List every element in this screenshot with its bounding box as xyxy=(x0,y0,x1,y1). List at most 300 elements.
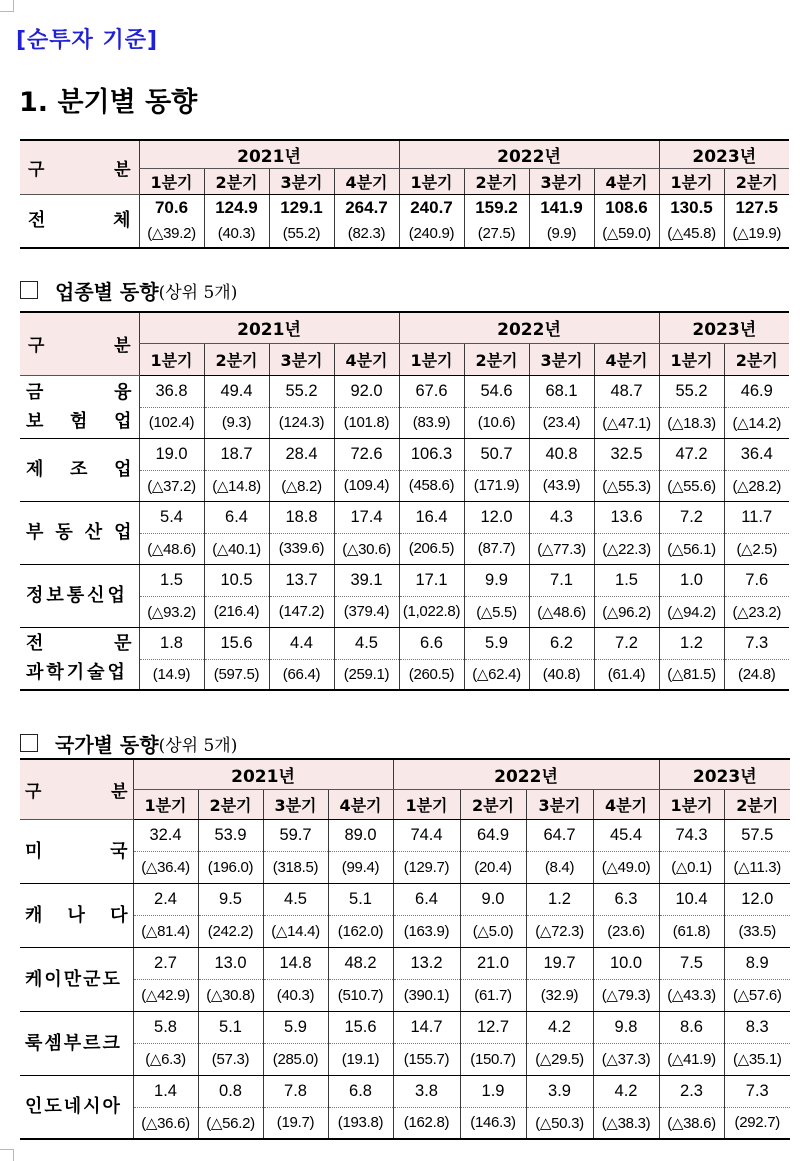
value-cell xyxy=(724,819,790,851)
change: (40.3) xyxy=(276,986,315,1004)
year-header: 2023년 xyxy=(659,759,790,789)
change-cell xyxy=(659,596,724,627)
change-cell xyxy=(133,979,198,1011)
value-cell xyxy=(724,375,789,407)
value-cell xyxy=(133,819,198,851)
table-header xyxy=(20,312,789,375)
value-row xyxy=(20,819,790,851)
table-body xyxy=(20,194,789,248)
change-wrap xyxy=(660,414,724,432)
change-cell xyxy=(393,915,460,947)
value-wrap xyxy=(264,1018,328,1037)
change-wrap xyxy=(264,987,328,1004)
value-cell xyxy=(724,1011,790,1043)
header-label-cell xyxy=(20,140,139,194)
value-cell xyxy=(334,627,399,659)
value-wrap xyxy=(394,1082,460,1101)
change-cell xyxy=(659,659,724,690)
value-row xyxy=(20,1075,790,1107)
value: 8.3 xyxy=(745,1017,769,1036)
change-wrap xyxy=(400,666,464,683)
value-wrap xyxy=(465,571,529,590)
quarter-header: 2분기 xyxy=(724,789,790,819)
change: (△22.3) xyxy=(602,540,651,558)
change-cell xyxy=(659,1043,724,1075)
value-cell xyxy=(593,819,659,851)
row-label-line: 전 체 xyxy=(28,210,131,232)
value-wrap xyxy=(199,890,263,909)
header-label-cell xyxy=(20,312,139,375)
change-cell xyxy=(198,915,263,947)
value-wrap xyxy=(270,508,334,527)
change-wrap xyxy=(527,1114,593,1132)
change-cell xyxy=(399,533,464,564)
value-cell xyxy=(724,501,789,533)
value-wrap xyxy=(205,634,269,653)
change-cell xyxy=(263,851,328,883)
change: (259.1) xyxy=(343,665,390,683)
row-label-line: 캐 나 다 xyxy=(25,904,128,926)
change-wrap xyxy=(725,666,790,683)
value: 14.7 xyxy=(410,1017,443,1036)
change-cell xyxy=(334,596,399,627)
data-cell xyxy=(204,194,269,248)
value: 5.8 xyxy=(154,1017,177,1036)
value-wrap xyxy=(660,571,724,590)
value: 68.1 xyxy=(545,381,578,400)
row-label-line: 정보통신업 xyxy=(26,585,128,606)
value-wrap xyxy=(461,826,526,845)
value: 9.0 xyxy=(481,889,505,908)
change: (9.3) xyxy=(221,414,252,431)
change: (△59.0) xyxy=(602,225,651,243)
change-wrap xyxy=(725,986,791,1004)
value-cell xyxy=(393,883,460,915)
value-wrap xyxy=(527,826,593,845)
value-cell xyxy=(399,627,464,659)
value-cell xyxy=(724,1075,790,1107)
value: 141.9 xyxy=(540,198,583,218)
change-wrap xyxy=(394,923,460,940)
header-label: 구 분 xyxy=(25,781,128,802)
value: 67.6 xyxy=(415,381,448,400)
value-row xyxy=(20,375,789,407)
change-cell xyxy=(204,596,269,627)
value-cell xyxy=(198,947,263,979)
value-cell xyxy=(204,627,269,659)
value: 7.8 xyxy=(284,1081,307,1100)
change-wrap xyxy=(199,1051,263,1068)
change: (△14.4) xyxy=(271,923,320,940)
year-header-row xyxy=(20,759,790,789)
change: (19.1) xyxy=(341,1050,380,1068)
value-wrap xyxy=(527,1082,593,1101)
change: (△81.5) xyxy=(667,666,716,684)
data-cell xyxy=(724,194,789,248)
change-cell xyxy=(263,1043,328,1075)
data-cell xyxy=(139,194,204,248)
value-wrap xyxy=(134,826,198,845)
value: 159.2 xyxy=(475,198,518,218)
value-wrap xyxy=(725,508,790,527)
value: 124.9 xyxy=(215,198,258,218)
change-cell xyxy=(393,1107,460,1139)
change-cell xyxy=(659,407,724,438)
year-header: 2022년 xyxy=(393,759,659,789)
change-wrap xyxy=(270,666,334,683)
value-cell xyxy=(263,1011,328,1043)
value-cell xyxy=(204,438,269,470)
country-section-title xyxy=(20,730,237,756)
change-wrap xyxy=(527,987,593,1004)
value: 53.9 xyxy=(214,825,247,844)
table-body xyxy=(20,819,790,1139)
value-cell xyxy=(594,564,659,596)
change-wrap xyxy=(140,666,204,683)
change-wrap xyxy=(199,1114,263,1132)
change: (△8.2) xyxy=(281,477,322,495)
value: 264.7 xyxy=(345,198,388,218)
value: 127.5 xyxy=(735,198,779,218)
value: 19.7 xyxy=(543,953,576,972)
quarter-header: 4분기 xyxy=(594,343,659,375)
value-wrap xyxy=(329,954,393,973)
change-wrap xyxy=(335,414,399,431)
industry-note: (상위 5개) xyxy=(158,282,238,303)
change: (△77.3) xyxy=(537,540,586,558)
value-wrap xyxy=(465,634,529,653)
value-wrap xyxy=(205,508,269,527)
change-cell xyxy=(529,470,594,501)
value-cell xyxy=(464,627,529,659)
value-wrap xyxy=(140,634,204,653)
change-wrap xyxy=(594,1114,659,1132)
change-wrap xyxy=(400,414,464,431)
value-wrap xyxy=(725,826,791,845)
change: (147.2) xyxy=(278,603,325,620)
quarter-header: 2분기 xyxy=(724,343,789,375)
change: (23.6) xyxy=(607,922,645,940)
change-cell xyxy=(204,659,269,690)
change: (20.4) xyxy=(474,858,512,876)
value-row xyxy=(20,947,790,979)
change-cell xyxy=(464,470,529,501)
table-body xyxy=(20,375,789,690)
value-wrap xyxy=(199,954,263,973)
change-cell xyxy=(593,1043,659,1075)
quarter-header: 2분기 xyxy=(198,789,263,819)
value: 4.5 xyxy=(355,633,378,652)
change-wrap xyxy=(199,859,263,876)
quarter-header: 4분기 xyxy=(593,789,659,819)
change-wrap xyxy=(527,1050,593,1068)
value: 9.9 xyxy=(485,570,508,589)
value-wrap xyxy=(725,1018,791,1037)
row-label-line: 제 조 업 xyxy=(26,459,132,480)
value-cell xyxy=(269,564,334,596)
value-cell xyxy=(526,883,593,915)
change: (379.4) xyxy=(343,603,390,620)
change-cell xyxy=(399,470,464,501)
value-wrap xyxy=(660,1082,724,1101)
change-cell xyxy=(659,915,724,947)
change-cell xyxy=(133,915,198,947)
value-wrap xyxy=(725,445,790,464)
value-wrap xyxy=(725,382,790,401)
row-label-cell xyxy=(20,627,139,690)
row-label-line: 룩셈부르크 xyxy=(25,1032,122,1054)
quarter-header: 1분기 xyxy=(139,343,204,375)
change-wrap xyxy=(394,1051,460,1068)
quarter-header: 1분기 xyxy=(399,168,464,194)
change: (27.5) xyxy=(477,224,516,242)
change: (△28.2) xyxy=(732,477,782,495)
value: 36.8 xyxy=(155,381,188,400)
value-cell xyxy=(593,1011,659,1043)
value-wrap xyxy=(465,445,529,464)
change-cell xyxy=(328,979,393,1011)
change-wrap xyxy=(140,477,204,495)
value-cell xyxy=(133,883,198,915)
change: (32.9) xyxy=(540,986,579,1004)
change-cell xyxy=(460,1043,526,1075)
value-wrap xyxy=(594,826,659,845)
value-cell xyxy=(263,819,328,851)
year-header-row xyxy=(20,140,789,168)
value-wrap xyxy=(660,445,724,464)
value: 1.2 xyxy=(548,889,571,908)
change-cell xyxy=(133,1107,198,1139)
value-cell xyxy=(659,627,724,659)
change-cell xyxy=(139,596,204,627)
basis-tag: [순투자 기준] xyxy=(16,28,159,53)
value-cell xyxy=(529,438,594,470)
change-wrap xyxy=(660,540,724,558)
value-wrap xyxy=(594,1018,659,1037)
change-wrap xyxy=(329,1114,393,1131)
change-cell xyxy=(464,533,529,564)
change-cell xyxy=(724,533,789,564)
value-wrap xyxy=(660,954,724,973)
header-label: 구 분 xyxy=(28,336,131,357)
value-wrap xyxy=(335,634,399,653)
change-wrap xyxy=(595,603,659,621)
change-wrap xyxy=(335,540,399,558)
change-cell xyxy=(724,1043,790,1075)
change-cell xyxy=(204,533,269,564)
value-cell xyxy=(393,819,460,851)
change: (9.9) xyxy=(546,224,577,242)
value-cell xyxy=(139,627,204,659)
value-cell xyxy=(460,947,526,979)
value-cell xyxy=(269,375,334,407)
value: 6.4 xyxy=(225,507,248,526)
value-line xyxy=(140,196,204,221)
value-row xyxy=(20,883,790,915)
value-cell xyxy=(263,1075,328,1107)
value-wrap xyxy=(400,571,464,590)
crop-mark-top-left xyxy=(0,0,14,12)
change-wrap xyxy=(461,1114,526,1131)
change-cell xyxy=(328,851,393,883)
table-row xyxy=(20,194,789,248)
change-cell xyxy=(139,533,204,564)
value-wrap xyxy=(530,508,594,527)
value-cell xyxy=(526,947,593,979)
change: (33.5) xyxy=(738,922,776,940)
change-cell xyxy=(724,470,789,501)
value-row xyxy=(20,501,789,533)
value: 8.6 xyxy=(680,1017,703,1036)
change-wrap xyxy=(660,986,724,1004)
change: (87.7) xyxy=(477,540,516,557)
value-wrap xyxy=(725,571,790,590)
value-wrap xyxy=(394,890,460,909)
quarter-header: 4분기 xyxy=(334,343,399,375)
quarter-header: 2분기 xyxy=(724,168,789,194)
quarter-header: 1분기 xyxy=(393,789,460,819)
value-line xyxy=(530,196,594,221)
change-line xyxy=(140,221,204,246)
value-cell xyxy=(659,501,724,533)
value-wrap xyxy=(140,382,204,401)
change: (△49.0) xyxy=(601,859,651,876)
industry-section-title xyxy=(20,277,237,303)
value-wrap xyxy=(264,826,328,845)
value: 74.3 xyxy=(675,825,708,844)
value-wrap xyxy=(530,571,594,590)
value: 7.1 xyxy=(550,570,573,589)
change-wrap xyxy=(335,603,399,620)
change: (△5.0) xyxy=(472,923,514,940)
change: (△14.2) xyxy=(732,414,782,432)
value-cell xyxy=(328,1075,393,1107)
value-cell xyxy=(263,947,328,979)
country-table xyxy=(20,758,790,1140)
change-cell xyxy=(526,1043,593,1075)
value-cell xyxy=(526,819,593,851)
change: (66.4) xyxy=(282,665,321,683)
change-wrap xyxy=(264,859,328,876)
change-wrap xyxy=(134,1050,198,1068)
change-cell xyxy=(328,915,393,947)
change-wrap xyxy=(725,858,791,876)
value-cell xyxy=(393,1011,460,1043)
change-cell xyxy=(659,470,724,501)
value-cell xyxy=(659,1075,724,1107)
value-wrap xyxy=(530,445,594,464)
value-wrap xyxy=(725,890,791,909)
change-wrap xyxy=(134,986,198,1004)
value: 4.2 xyxy=(614,1081,638,1100)
change: (△39.2) xyxy=(147,225,196,243)
change: (23.4) xyxy=(542,414,581,431)
row-label-line: 금 융 xyxy=(26,381,132,403)
value: 28.4 xyxy=(285,444,318,463)
value-line xyxy=(660,196,724,221)
change: (△55.6) xyxy=(667,477,716,495)
value-wrap xyxy=(461,1082,526,1101)
change: (390.1) xyxy=(403,986,450,1004)
value-cell xyxy=(659,438,724,470)
change: (55.2) xyxy=(282,224,321,242)
change-row xyxy=(20,1107,790,1139)
value-wrap xyxy=(205,382,269,401)
value-row xyxy=(20,627,789,659)
change: (102.4) xyxy=(148,414,195,431)
value-cell xyxy=(529,564,594,596)
data-cell xyxy=(659,194,724,248)
value: 45.4 xyxy=(609,825,643,844)
value-wrap xyxy=(660,382,724,401)
value: 8.9 xyxy=(745,953,769,972)
change-cell xyxy=(464,407,529,438)
change-wrap xyxy=(461,1051,526,1068)
value-cell xyxy=(464,438,529,470)
change-row xyxy=(20,979,790,1011)
value-cell xyxy=(139,375,204,407)
year-header: 2022년 xyxy=(399,140,659,168)
value: 10.5 xyxy=(220,570,253,589)
value-wrap xyxy=(134,890,198,909)
change-cell xyxy=(393,1043,460,1075)
year-header: 2022년 xyxy=(399,312,659,343)
value: 6.6 xyxy=(420,633,443,652)
quarter-header: 2분기 xyxy=(460,789,526,819)
value-cell xyxy=(464,375,529,407)
change-cell xyxy=(464,659,529,690)
value: 5.1 xyxy=(219,1017,242,1036)
change-wrap xyxy=(270,540,334,557)
value-cell xyxy=(659,1011,724,1043)
change-cell xyxy=(139,470,204,501)
change: (△93.2) xyxy=(147,603,196,621)
change: (△38.3) xyxy=(601,1114,651,1132)
change: (318.5) xyxy=(272,858,319,876)
square-bullet-icon xyxy=(20,281,38,299)
change: (162.0) xyxy=(337,922,384,940)
change-row xyxy=(20,851,790,883)
value-cell xyxy=(198,883,263,915)
value: 55.2 xyxy=(675,381,708,400)
value-cell xyxy=(198,1011,263,1043)
change: (24.8) xyxy=(738,665,776,683)
row-label-cell xyxy=(20,819,133,883)
value-wrap xyxy=(270,634,334,653)
change-cell xyxy=(393,979,460,1011)
change-wrap xyxy=(527,922,593,940)
value-cell xyxy=(724,564,789,596)
change-wrap xyxy=(199,923,263,940)
change-cell xyxy=(593,915,659,947)
change: (61.4) xyxy=(607,665,646,683)
change-wrap xyxy=(725,923,791,940)
change-line xyxy=(205,221,269,246)
change-cell xyxy=(334,659,399,690)
change-wrap xyxy=(264,922,328,940)
change: (△48.6) xyxy=(537,603,586,621)
change: (57.3) xyxy=(211,1050,250,1068)
change: (101.8) xyxy=(343,414,390,431)
value-wrap xyxy=(400,382,464,401)
change-wrap xyxy=(270,603,334,620)
value-cell xyxy=(659,883,724,915)
value-wrap xyxy=(527,1018,593,1037)
change: (339.6) xyxy=(278,540,325,557)
change-wrap xyxy=(205,477,269,495)
row-label-cell xyxy=(20,883,133,947)
change-wrap xyxy=(594,986,659,1004)
